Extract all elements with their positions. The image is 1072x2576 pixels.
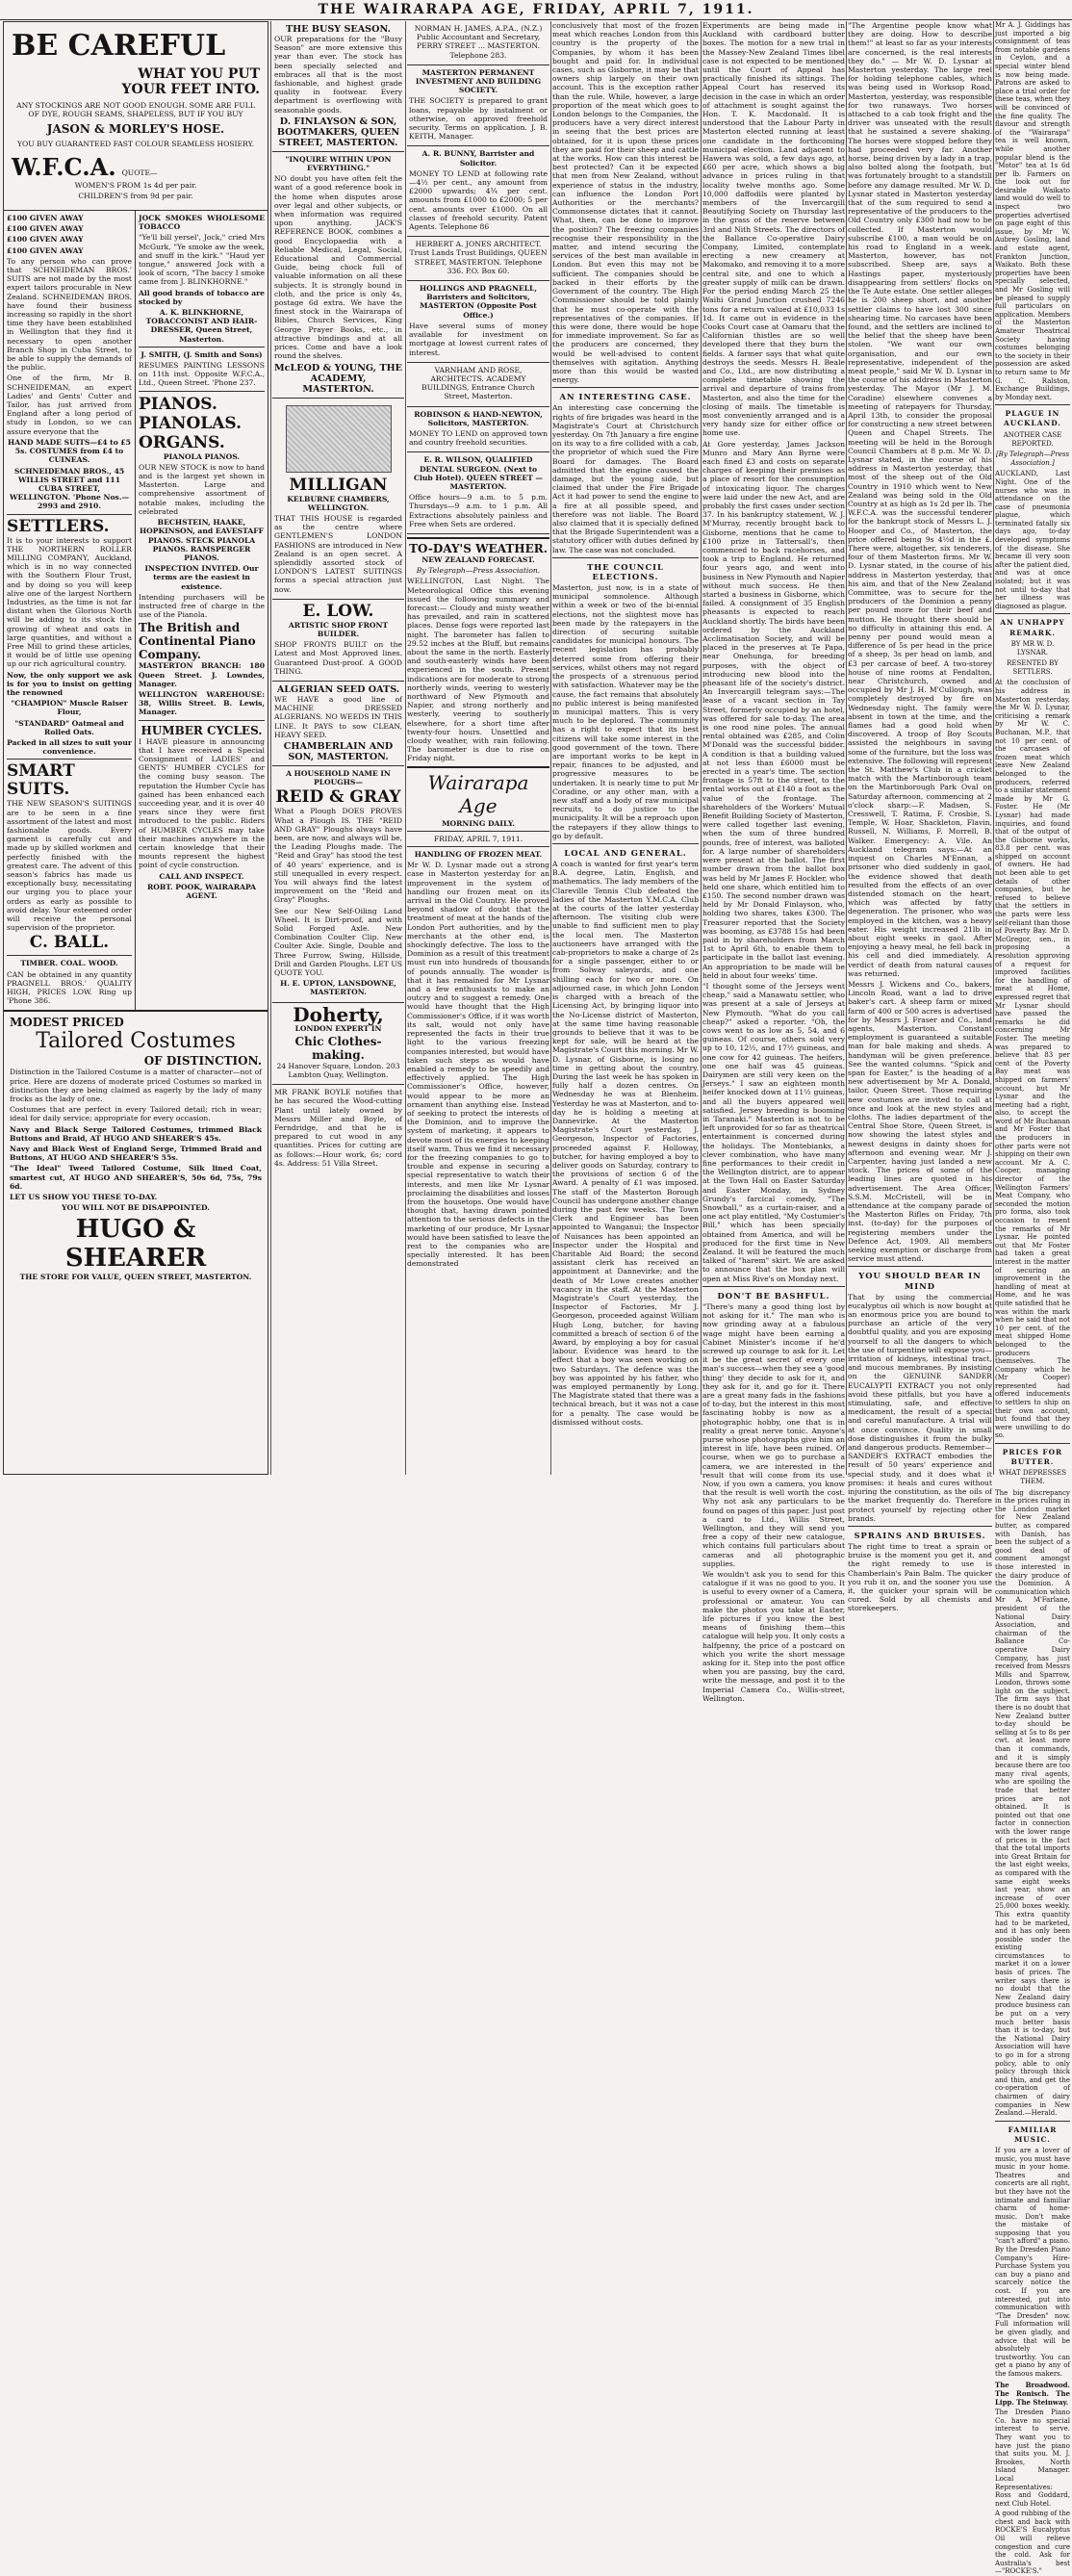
- ad-text: RESUMES PAINTING LESSONS on 11th inst. Opposite W.F.C.A., Ltd., Queen Street. 'Phone 237.: [139, 361, 265, 388]
- column-rule: [550, 21, 551, 1475]
- ad-text: Now, the only support we ask is for you to insist on getting the renowned: [7, 670, 132, 697]
- ad-subhead: PIANOLA PIANOS.: [163, 451, 241, 461]
- ad-text: H. E. UPTON, LANSDOWNE, MASTERTON.: [280, 979, 396, 997]
- ad-text: What a Plough DOES PROVES What a Plough IS. THE "REID AND GRAY" Ploughs always have been, are now, and always will be, the Leading Ploughs made. The "Reid and Gray" has stood the test of 40 years' experience, and is still unequalled in every respect. You will always find the latest improvement on the "Reid and Gray" Ploughs.: [274, 807, 402, 905]
- press-credit: By Telegraph—Press Association.: [416, 566, 541, 576]
- ad-price: CHILDREN'S from 9d per pair.: [78, 191, 193, 200]
- article-headline: AN INTERESTING CASE.: [559, 392, 692, 402]
- ad-headline: E. R. WILSON, QUALIFIED DENTAL SURGEON. (Next to Club Hotel). QUEEN STREET — MASTERTON.: [413, 455, 544, 491]
- ad-text: HERBERT A. JONES ARCHITECT. Trust Lands Trust Buildings, QUEEN STREET, MASTERTON. Telephone 336. P.O. Box 60.: [409, 240, 548, 275]
- ad-brand: E. LOW.: [302, 601, 374, 621]
- ad-text: Packed in all sizes to suit your convenience.: [7, 737, 132, 757]
- ad-headline: THE BUSY SEASON.: [286, 24, 391, 35]
- article-headline: FAMILIAR MUSIC.: [1008, 2125, 1058, 2144]
- ad-text: CAN be obtained in any quantity PRAGNELL BROS.' QUALITY HIGH, PRICES LOW. Ring up 'Phone 386.: [7, 969, 132, 1006]
- article-subhead: RESENTED BY SETTLERS.: [1007, 659, 1059, 677]
- masthead-rule: [0, 19, 1072, 20]
- ad-headline: MODEST PRICED: [10, 1016, 124, 1030]
- ad-text: NO doubt you have often felt the want of a good reference book in the home when disputes arose over legal and other subjects, or when information was required upon anything. JACK'S REFERENCE BOOK, combines a good Encyclopaedia with a Reliable Medical, Legal, Social, Educational and Commercial Guide, being chock full of valuable information on all these subjects. It is strongly bound in cloth, and the price is only 4s, postage 6d extra. We have the finest stock in the Wairarapa of Bibles, Church Services, King George Prayer Books, etc., in attractive bindings and at all prices. Come and have a look round the shelves.: [274, 174, 402, 361]
- ad-text: OUR preparations for the "Busy Season" are more extensive this year than ever. The stock has been specially selected and embraces all that is the most fashionable, and highest grade quality in footwear. Every department is overflowing with seasonable goods.: [274, 35, 402, 115]
- ad-headline: J. SMITH, (J. Smith and Sons): [140, 349, 263, 359]
- ad-text: "The Ideal" Tweed Tailored Costume, Silk lined Coat, smartest cut, AT HUGO AND SHEARER'S, 50s 6d, 75s, 79s 6d.: [10, 1164, 262, 1191]
- ad-text: NORMAN H. JAMES, A.P.A., (N.Z.) Public Accountant and Secretary, PERRY STREET ... MASTERTON. Telephone 283.: [414, 24, 543, 60]
- article-text: WELLINGTON, Last Night. The Meteorological Office this evening issued the following summary and forecast:— Cloudy and misty weather has prevailed, and rain in scattered places. Dense fogs were reported last night. The barometer has fallen to 29.52 inches at the Bluff, but remains about the same in the north. Easterly and south-easterly winds have been experienced in the south. Present indications are for moderate to strong northerly winds, veering to westerly northward of New Plymouth and Napier, and strong northerly and westerly, veering to southerly elsewhere, for a short time after twenty-four hours. Unsettled and cloudy weather, with rain following. The barometer is due to rise on Friday night.: [407, 577, 549, 763]
- ad-text: THE NEW SEASON'S SUITINGS are to be seen in a fine assortment of the latest and most fashionable goods. Every garment is carefully cut and made up by skilled workmen and perfectly finished with the greatest care. The advent of this season's fabrics has made us exceptionally busy, necessitating our urging you to place your orders as early as possible to avoid delay. Your esteemed order will receive the personal supervision of the proprietor.: [7, 799, 132, 933]
- ad-brand: D. FINLAYSON & SON, BOOTMAKERS, QUEEN STREET, MASTERTON.: [276, 116, 400, 148]
- ad-brand: The British and Continental Piano Company.: [139, 621, 256, 662]
- ad-headline: MASTERTON PERMANENT INVESTMENT AND BUILDING SOCIETY.: [415, 67, 542, 95]
- james-card: [407, 21, 549, 65]
- article-text: Mr A. J. Giddings has just imported a big consignment of teas from notable gardens in Ceylon, and a special winter blend is now being made. Patrons are asked to place a trial order for these teas, when they will be convinced of the fine quality. The flavour and strength of the "Wairarapa" tea is well known, while another popular blend is the "Motor" tea at 1s 6d per lb. Farmers on the look out for desirable Waikato land would do well to inspect two properties advertised on page eight of this issue, by Mr W. Aubrey Gosling, land and estate agent, Frankton Junction, Waikato. Both these properties have been specially selected, and Mr Gosling will be pleased to supply full particulars on application. Members of the Masterton Amateur Theatrical Society having costumes belonging to the society in their possession are asked to return same to Mr G. C. Ralston, Exchange Buildings, by Monday next.: [995, 21, 1070, 401]
- ad-text: One of the firm, Mr B. SCHNEIDEMAN, an expert Ladies' and Gents' Cutter and Tailor, has just arrived from England after a long period of study in London, so we can assure everyone that the: [7, 374, 132, 436]
- doherty-ad: [272, 1003, 404, 1086]
- ad-text: MONEY TO LEND at following rate—4½ per cent., any amount from £2000 upwards; 4¾ per cent. amounts from £1000 to £2000; 5 per cent. amounts over £1000. On all classes of freehold security. Patent Agents. Telephone 86: [409, 168, 548, 232]
- reference-book-ad: [272, 152, 404, 399]
- newspaper-date: FRIDAY, APRIL 7, 1911.: [433, 834, 523, 843]
- ad-text: WE HAVE a good line of MACHINE DRESSED ALGERIANS. NO WEEDS IN THIS LINE. It PAYS to sow CLEAN, HEAVY SEED.: [274, 694, 402, 739]
- ad-subhead: LONDON EXPERT IN: [294, 1023, 382, 1033]
- ad-subhead: WHAT YOU PUT: [138, 66, 260, 82]
- ad-text: MASTERTON BRANCH: 180 Queen Street. J. Lowndes, Manager.: [139, 661, 265, 688]
- ad-text: BECHSTEIN, HAAKE, HOPKINSON, and EAVESTAFF PIANOS. STECK PIANOLA PIANOS. RAMSPERGER PIANOS.: [139, 518, 265, 562]
- article-headline: DON'T BE BASHFUL.: [717, 1290, 830, 1301]
- article-subhead: BY MR W. D. LYSNAR.: [1010, 639, 1055, 657]
- ad-headline: BE CAREFUL: [12, 29, 226, 63]
- column-rule: [846, 21, 847, 1475]
- ad-subhead: A HOUSEHOLD NAME IN PLOUGHS—: [286, 768, 391, 787]
- ad-text: HAND MADE SUITS—£4 to £5 5s. COSTUMES from £4 to CUINEAS.: [8, 437, 131, 465]
- ad-text: All good brands of tobacco are stocked by: [139, 288, 265, 306]
- article-headline: YOU SHOULD BEAR IN MIND: [858, 1271, 982, 1291]
- article-subhead: ANOTHER CASE REPORTED.: [1003, 430, 1062, 448]
- ad-headline: HUMBER CYCLES.: [140, 723, 263, 737]
- ad-brand: CHAMBERLAIN AND SON, MASTERTON.: [283, 740, 394, 762]
- hugo-shearer-ad: [4, 1010, 268, 1286]
- article-text: At the conclusion of his address in Masterton yesterday, the Mr W. D. Lysnar, criticising a remark by Mr W. C. Buchanan, M.P., that not 10 per cent. of the carcases of frozen meat which leave New Zealand belonged to the producers, referred to a similar statement made by Mr G. Foster. He (Mr Lysnar) had made inquiries, and found that of the output of the Gisborne works, 83.8 per cent. was shipped on account of owners. He had not been able to get details of other companies, but he refused to believe that the settlers in the parts were less self-reliant than those of Poverty Bay. Mr D. McGregor, sen., in proposing a resolution approving of a request for improved facilities for the handling of meat at Home, expressed regret that Mr Lysnar should have passed the remarks he did concerning Mr Foster. The meeting was prepared to believe that 83 per cent of the Poverty Bay meat was shipped on farmers' account, but Mr Lysnar and the meeting had a right, also, to accept the word of Mr Buchanan and Mr Foster that the producers in other parts were not shipping on their own account. Mr A. C. Cooper, managing director of the Wellington Farmers' Meat Company, who seconded the motion pro forma, also took occasion to resent the remarks of Mr Lysnar. He pointed out that Mr Foster had taken a great interest in the matter of securing an improvement in the handling of meat at Home, and he was quite satisfied that he was within the mark when he said that not 10 per cent. of the meat shipped Home belonged to the producers themselves. The Company which he (Mr Cooper) represented had offered inducements to settlers to ship on their own account, but found that they were unwilling to do so.: [995, 679, 1070, 1440]
- ad-subhead: KELBURNE CHAMBERS, WELLINGTON.: [287, 494, 390, 512]
- ad-text: Costumes that are perfect in every Tailored detail; rich in wear; ideal for daily service; appropriate for every occasion.: [10, 1105, 262, 1123]
- ad-headline: SETTLERS.: [7, 516, 110, 536]
- milligan-ad: [272, 399, 404, 600]
- article-text: The right time to treat a sprain or bruise is the moment you get it, and the right remedy to use is Chamberlain's Pain Balm. The quicker you rub it on, and the sooner you use it, the quicker your sprain will be cured. Sold by all chemists and storekeepers.: [848, 1542, 992, 1613]
- tobacco-piano-ads: [136, 211, 268, 1010]
- article-text: The Dresden Piano Co. have no special interest to serve. They want you to have just the piano that suits you. M. J. Brookes, North Island Manager. Local Representatives: Ross and Goddard, next Club Hotel.: [995, 2409, 1070, 2508]
- article-text: If you are a lover of music, you must have music in your home. Theatres and concerts are all right, but they have not the intimate and familiar charm of home-music. Don't make the mistake of supposing that you "can't afford" a piano. By the Dresden Piano Company's Hire-Purchase System you can buy a piano and scarcely notice the cost. If you are interested, put into communication with "The Dresden" now. Full information will be given gladly, and advice that will be absolutely trustworthy. You can get a piano by any of the famous makers.: [995, 2146, 1070, 2378]
- ad-text: "CHAMPION" Muscle Raiser Flour,: [11, 699, 128, 717]
- boyle-notice: [272, 1085, 404, 1172]
- ad-price: WOMEN'S FROM 1s 4d per pair.: [74, 180, 197, 190]
- article-text: Masterton, just now, is in a state of municipal somnolence. Although within a week or two of the bi-ennial elections, not the slightest move has been made by the ratepayers in the direction of securing suitable candidates for municipal honours. The recent legislation has probably deterred some from offering their services, whilst others may not regard the prospects of a strenuous period with satisfaction. Whatever may be the cause, the fact remains that absolutely no public interest is being manifested in municipal matters. This is very much to be deplored. The community has a right to expect that its best citizens will take some interest in the good government of the town. There are important works to be kept in repair, finances to be adjusted, and progressive measures to be undertaken. It is nearly time to put Mr Coradine, or any other man, with a new staff and a body of raw municipal recruits, to do justice to the municipality. It will be a reproach upon the ratepayers if they allow things to go by default.: [552, 583, 699, 840]
- building-society-ad: [407, 65, 549, 147]
- article-text: The Broadwood. The Ronisch. The Lipp. The Steinway.: [995, 2380, 1070, 2407]
- ad-brand: McLEOD & YOUNG, THE ACADEMY, MASTERTON.: [274, 362, 402, 395]
- article-headline: PLAGUE IN AUCKLAND.: [1004, 409, 1061, 428]
- ad-headline: JOCK SMOKES WHOLESOME TOBACCO: [139, 214, 265, 232]
- article-text: The big discrepancy in the prices ruling in the London market for New Zealand butter, as compared with Danish, has been the subject of a good deal of comment amongst those interested in the dairy produce of the Dominion. A communication which Mr A. M'Farlane, president of the National Dairy Association, and chairman of the Ballance Co-operative Dairy Company, has just received from Messrs Mills and Sparrow, London, throws some light on the subject. The firm says that there is no doubt that New Zealand butter to-day should be selling at 5s to 8s per cwt. at least more than it commands, and it is simply because there are too many rival agents, who are spoiling the trade that better prices are not obtained. It is pointed out that one factor in connection with the lower range of prices is the fact that the total imports into Great Britain for the last eight weeks, as compared with the same eight weeks last year, show an increase of over 25,000 boxes weekly. This extra quantity had to be marketed, and it has only been possible under the existing circumstances to market it on a lower basis of prices. The writer says there is no doubt that the New Zealand dairy produce business can be put on a very much better basis than it is to-day, but the National Dairy Association will have to go in for a strong policy, able to only policy through thick and thin, and get the co-operation of chairmen of dairy companies in New Zealand.—Herald.: [995, 1488, 1070, 2118]
- wilson-card: [407, 452, 549, 534]
- column-rule: [270, 21, 271, 1475]
- news-column-7: [995, 21, 1070, 2576]
- building-illustration: [286, 405, 392, 473]
- seed-oats-ad: [272, 682, 404, 766]
- given-away-line: £100 GIVEN AWAY: [7, 245, 84, 255]
- ad-text: Navy and Black West of England Serge, Trimmed Braid and Buttons, AT HUGO AND SHEARER'S 55s.: [10, 1145, 262, 1163]
- ad-text: QUOTE—: [121, 167, 158, 177]
- ad-brand: JASON & MORLEY'S HOSE.: [46, 122, 225, 137]
- article-headline: HANDLING OF FROZEN MEAT.: [414, 850, 543, 860]
- ad-text: THE SOCIETY is prepared to grant loans, repayable by instalment or otherwise, on approved freehold security. Terms on application. J. B. KEITH, Manager.: [409, 96, 548, 142]
- ad-text: Navy and Black Serge Tailored Costumes, trimmed Black Buttons and Braid, AT HUGO AND SHEARER'S 45s.: [10, 1124, 262, 1143]
- article-headline: LOCAL AND GENERAL.: [564, 847, 687, 858]
- advertisement-column-2: [272, 21, 404, 1475]
- ad-text: Have several sums of money available for investment on mortgage at lowest current rates of interest.: [409, 321, 548, 357]
- ad-text: A. K. BLINKHORNE, TOBACCONIST AND HAIR-DRESSER, Queen Street, Masterton.: [145, 308, 258, 344]
- news-column-6: [848, 21, 992, 1613]
- column-rule: [701, 21, 702, 1475]
- ad-headline: ROBINSON & HAND-NEWTON, Solicitors, MASTERTON.: [414, 409, 543, 427]
- article-text: At Gore yesterday, James Jackson Munro and Mary Ann Byrne were each fined £3 and costs on separate charges of keeping their premises as a place of resort for the consumption of intoxicating liquor. The charges were laid under the new Act, and are probably the first cases under section 37. In his bankruptcy statement, W. J. M'Murray, recently brought back to Gisborne, mentions that he came to £100 prize in Tattersall's, then commenced to back racehorses, and took a trip to England. He returned four years ago, and went into business in New Plymouth and Napier without much success. He then started a business in Gisborne, which failed. A consignment of 35 English pheasants is expected to reach Auckland shortly. The birds have been ordered by the Auckland Acclimatisation Society, and will be placed in the preserves at Te Papa, near Onehunga, for breeding purposes, with the object of introducing new blood into the pheasant life of the society's district. An Invercargill telegram says:—The lease of a vacant section in Tay Street, formerly occupied by an hotel, was offered for sale to-day. The area is one rood nine poles. The annual rental obtained was £285, and Colin M'Donald was the successful bidder. A condition is that a building valued at not less than £6000 must be erected in a year's time. The section frontage is 57ft to the street, to the rental works out at £140 a foot as the value of the frontage. The shareholders of the Workers' Mutual Benefit Building Society of Masterton, were called together last evening, when the sum of three hundred pounds, free of interest, was balloted for. A large number of shareholders were present at the ballot. The first number drawn from the ballot box was held by Mr James F. Hockler, who held one share, which entitled him to £150. The second number drawn was held by Mr Donald Finlayson, who, holding two shares, takes £300. The Treasurer reported that the Society was booming, as £3788 15s had been paid in by shareholders from March 1st to April 6th, to enable them to participate in the ballot last evening. An appropriation to be made will be held in about four weeks' time.: [702, 439, 845, 980]
- article-text: AUCKLAND, Last Night. One of the nurses who was in attendance on the case of pneumonia plague, which terminated fatally six days ago, to-day developed symptoms of the disease. She became ill very soon after the patient died, and was at once isolated; but it was not until to-day that her illness was diagnosed as plague.: [995, 470, 1070, 610]
- newspaper-subtitle: MORNING DAILY.: [442, 818, 515, 828]
- ad-text: See our New Self-Oiling Land Wheel. It is Dirt-proof, and with Solid Forged Axle. New Combination Coulter Clip. New Coulter Axle. Single, Double and Three Furrow, Swing, Hillside, Drill and Garden Ploughs. LET US QUOTE YOU.: [274, 906, 402, 978]
- ad-headline: TIMBER. COAL. WOOD.: [20, 959, 118, 968]
- ad-text: VARNHAM AND ROSE, ARCHITECTS. ACADEMY BUILDINGS, Entrance Church Street, Masterton.: [421, 365, 535, 401]
- ad-headline: "INQUIRE WITHIN UPON EVERYTHING.": [285, 154, 392, 173]
- ad-text: To any person who can prove that SCHNEIDEMAN BROS.' SUITS are not made by the most expert tailors procurable in New Zealand. SCHNEIDEMAN BROS. have found their business increasing so rapidly in the short time they have been established in Wellington that they find it necessary to open another Branch Shop in Cuba Street, to be able to supply the demands of the public.: [7, 256, 132, 373]
- article-text: "The Argentine people know what they are doing. How to describe them!" at least so far as your interests are concerned, is the real interests they do." — Mr W. D. Lysnar at Masterton yesterday. The large reel for holding telephone cables, which was being used in Worksop Road, Masterton, yesterday, was responsible for two runaways. Two horses attached to a cab took fright and the driver was unseated with the result that he sustained a severe shaking. The horses were stopped before they had proceeded very far. Another horse, being driven by a lady in a trap, also bolted along the footpath, but was fortunately brought to a standstill before any damage resulted. Mr W. D. Lysnar stated in Masterton yesterday that of the sum required to send a representative of the producers to the Old Country only £300 had now to be collected. If Masterton would subscribe £100, a man would be on his road to England in a week. Masterton, however, has not subscribed. Sheep are, says a Hastings paper, mysteriously disappearing from settlers' flocks on the Te Aute estate. One settler alleges he is 200 sheep short, and another settler claims to have lost 300 since shearing time. No carcases have been found, and the settlers are inclined to the belief that the sheep have been stolen. "We want our own organisation, and our own representative, independent of the meat people," said Mr W. D. Lysnar in the course of his address in Masterton yesterday. The Mayor (Mr J. M. Coradine) elsewhere convenes a meeting of ratepayers for Thursday, April 13th, to consider the proposal for constructing a new street between Queen and Chapel Streets. The meeting will be held in the Borough Council Chambers at 8 p.m. Mr W. D. Lysnar stated, in the course of his address in Masterton yesterday, that most of the sheep out of the Old Country in 1910 which went to New Zealand was being sold in the Old Country at as high as 1s 2d per lb. The W.F.C.A. was the successful tenderer for the bankrupt stock of Messrs L. J. Hooper and Co., of Masterton, the price offered being 9s 4½d in the £. There were, altogether, six tenderers, four of them Masterton firms. Mr W. D. Lysnar stated, in the course of his address in Masterton yesterday, that his aim, and that of the New Zealand Committee, was to secure for the producers of the Dominion a penny per pound more for their beef and mutton. He thought there should be no difficulty in attaining this end. A penny per pound would mean a difference of 5s per head in the price of a sheep, 3s per head on lamb, and £3 per carcase of beef. A two-storey house of nine rooms at Fendalton, near Christchurch, owned and occupied by Mr J. H. M'Cullough, was completely destroyed by fire on Wednesday night. The family were absent in town at the time, and the flames had a good hold when discovered. A troop of Boy Scouts assisted the neighbours in saving some of the furniture, but the loss was extensive. The following will represent the St. Matthew's Club in a cricket match with the Martinborough team on the Martinborough Park Oval on Saturday afternoon, commencing at 2 o'clock sharp:—F. Madsen, S. Cresswell, T. Ratima, F. Crosbie, S. Temple, W. Hoar, Shackleton, Flavin, Russell, N. Williams, F. Morrell, B. Walker. Emergency: A. Vile. An Auckland telegram says:—At an inquest on Charles M'Ennan, a prisoner who died suddenly in gaol, the evidence showed that death resulted from the effects of an over distended stomach on the heart, which was affected by fatty degeneration. The prisoner, who was employed in the kitchen, was a heavy eater. His weight increased 21lb in about eight weeks in gaol. After enjoying a heavy meal, he fell back in his cell and died immediately. A verdict of death from natural causes was returned.: [848, 21, 992, 978]
- column-rule: [405, 21, 406, 1475]
- ad-text: Distinction in the Tailored Costume is a matter of character—not of price. Here are dozens of moderate priced Costumes so marked in distinction they are being claimed as eagerly by the lady of many frocks as the lady of one.: [10, 1068, 262, 1104]
- ad-text: THAT THIS HOUSE is regarded as the centre where GENTLEMEN'S LONDON FASHIONS are introduced in New Zealand is an open secret. A splendidly assorted stock of LONDON'S LATEST SUITINGS forms a special attraction just now.: [274, 513, 402, 594]
- advertisement-column-1: [3, 21, 268, 1475]
- ad-text: CALL AND INSPECT.: [159, 871, 244, 881]
- ad-text: 24 Hanover Square, London. 203 Lambton Quay, Wellington.: [276, 1061, 400, 1080]
- ad-text: YOU BUY GUARANTEED FAST COLOUR SEAMLESS HOSIERY.: [16, 140, 255, 149]
- ad-text: SCHNEIDEMAN BROS., 45 WILLIS STREET and 111 CUBA STREET, WELLINGTON. 'Phone Nos.—2993 and 2910.: [9, 466, 130, 511]
- article-headline: THE COUNCIL ELECTIONS.: [587, 561, 664, 581]
- news-column-3: [407, 21, 549, 1475]
- ad-text: "Ye'll bill yersel', Jock," cried Mrs McGurk, "Ye smoke aw the week, and snuff in the kirk." "Haud yer tongue," answered Jock with a look of scorn, "The baccy I smoke came from J. BLINKHORNE.": [139, 233, 265, 287]
- ad-text: MR FRANK BOYLE notifies that he has secured the Wood-cutting Plant until lately owned by Messrs Miller and Boyle, of Ferndridge, and that he is prepared to cut wood in any quantities. Prices for cutting are as follows:—Hour work, 6s; cord 4s. Address: 51 Villa Street.: [274, 1088, 402, 1168]
- ad-text: YOU WILL NOT BE DISAPPOINTED.: [62, 1203, 210, 1213]
- article-subhead: WHAT DEPRESSES THEM.: [998, 1469, 1067, 1486]
- article-headline: AN UNHAPPY REMARK.: [1000, 618, 1065, 637]
- news-column-4: [552, 21, 699, 1475]
- schneideman-ad: [4, 211, 136, 1010]
- ad-headline: Chic Clothes-making.: [294, 1034, 382, 1062]
- ad-brand: HUGO & SHEARER: [64, 1214, 207, 1273]
- ad-headline: ALGERIAN SEED OATS.: [276, 683, 400, 695]
- article-headline: SPRAINS AND BRUISES.: [854, 1530, 986, 1540]
- article-text: Experiments are being made in Auckland with cardboard butter boxes. The motion for a new trial in the Massey-New Zealand Times libel case is not expected to be mentioned until the Court of Appeal has practically finished its sittings. The Appeal Court has reserved its decision in the case in which an order of attachment is sought against the Hon. T. K. Macdonald. It is understood that the Labour Party in Masterton elected running at least one candidate in the forthcoming municipal election. Land adjacent to Hawera was sold, a few days ago, at £60 per acre, which shows a big advance in prices ruling in that locality twelve months ago. Some 10,000 daffodils were planted by members of the Invercargill Beautifying Society on Thursday last in the grass of the reserve between 3rd and Nith Streets. The directors of the Ballance Co-operative Dairy Company, Limited, contemplate erecting a new creamery at Makomako, and removing it to a more central site, and one to which a greater supply of milk can be drawn. For the period ending March 25 the Waihi Grand Junction crushed 7246 tons for a return valued at £10,033 1s 1d. It came out in evidence in the Cooks Court case at Oamaru that the Californian thistles are so well developed there that they burn the fields. A farmer says that what quite destroys the seeds. Messrs H. Beale and Co., Ltd., are now distributing a complete timetable showing the arrival and departure of trains from Masterton, and also the time for the closing of mails. The timetable is most conveniently arranged and is a very handy size for either office or home use.: [702, 21, 845, 438]
- ad-subhead: ARTISTIC SHOP FRONT BUILDER.: [288, 620, 389, 638]
- plough-ad: [272, 766, 404, 1003]
- ad-text: Intending purchasers will be instructed free of charge in the use of the Pianola.: [139, 592, 265, 620]
- given-away-line: £100 GIVEN AWAY: [7, 235, 84, 245]
- newspaper-masthead: THE WAIRARAPA AGE, FRIDAY, APRIL 7, 1911.: [318, 2, 754, 17]
- article-text: "I thought some of the Jerseys went cheap," said a Manawatu settler, who was present at a sale of Jerseys at New Plymouth. "What do you call cheap?" asked a reporter. "Oh, the cows went to as low as 5, 54, and 6 guineas. Of course, others sold very up to 10, 12½, and 17½ guineas, and one cow for 42 guineas. The heifers, one one half was 45 guineas. Dairymen are still very keen on the Jerseys." I saw an eighteen month heifer knocked down at 11½ guineas, and all the buyers appeared well satisfied. Jersey breeding is booming in Taranaki." Masterton is not to be left unprovided for so far as theatrical entertainment is concerned during the holidays. The Montebianks, a clever combination, who have many fine performances to their credit in the Wellington district, are to appear at the Town Hall on Easter Saturday and Easter Monday, in Sydney Grundy's farcical comedy, "The Snowball," as a curtain-raiser, and a one act play entitled, "My Costumier's Bill," which has been specially obtained from America, and will be produced for the first time in New Zealand. It will be featured the much talked of "harem" skirt. We are asked to announce that the box plan will open at Miss Rive's on Monday next.: [702, 981, 845, 1283]
- ad-text: "STANDARD" Oatmeal and Rolled Oats.: [14, 718, 124, 736]
- ad-text: INSPECTION INVITED. Our terms are the easiest in existence.: [144, 564, 259, 591]
- ad-text: It is to your interests to support THE NORTHERN ROLLER MILLING COMPANY, Auckland, which is in no way connected with the Southern Flour Trust, and by doing so you will keep alive one of the largest Northern Industries, as the time is not far distant when the Glorious North will be adding to its stock the growing of wheat and oats in large quantities, and without a Free Mill to grind these articles, it would be of little use opening up our rich agricultural country.: [7, 535, 132, 669]
- bunny-card: [407, 146, 549, 237]
- ad-text: Office hours—9 a.m. to 5 p.m. Thursdays—9 a.m. to 1 p.m. All Extractions absolutely painless and Free when Sets are ordered.: [409, 493, 548, 528]
- ad-text: LET US SHOW YOU THESE TO-DAY.: [10, 1193, 158, 1202]
- ad-text: SHOP FRONTS BUILT on the Latest and Most Approved lines. Guaranteed Dust-proof. A GOOD THING.: [274, 640, 402, 676]
- article-text: An interesting case concerning the rights of fire brigades was heard in the Magistrate's Court at Christchurch yesterday. On 7th January a fire engine on its way to a fire collided with a cab, the proprietor of which sued the Fire Board for damages. The Board admitted that the engine caused the damage, but the young side, but claimed that under the Fire Brigade Act it had power to send the engine to a fire at all possible speed, and therefore was not liable. The Board also claimed that it is specially defined that the Brigade Superintendent was a statutory officer with duties defined by law. The case was not concluded.: [552, 403, 699, 554]
- article-text: "There's many a good thing lost by not asking for it." The man who is now grinding away at a fabulous wage might have been earning a Cabinet Minister's income if he'd screwed up courage to ask for it. Let it be the great secret of every one man's success—when they see a 'good thing' they decide to ask for it, and they ask for it, and go for it. There are a great many fads in the fashions of to-day, but the interest in this most fascinating hobby is now as a photographic hobby, one that is in reality a great nerve tonic. Anyone's purse whose photographs give him an interest in life, have been ruined. Of course, when we go to purchase a camera, we are interested in the result that will come from its use. Now, if you own a camera, you know that the result is well worth the cost. Why not ask any particulars to be found on pages of this paper. Just post a card to Ltd., Willis Street, Wellington, and they will send you free a copy of their new catalogue, which contains full particulars about cameras and all photographic supplies.: [702, 1301, 845, 1568]
- ad-brand: ROBT. POOK, WAIRARAPA AGENT.: [146, 882, 257, 900]
- article-text: A coach is wanted for first year's term B.A. degree, Latin, English, and mathematics. The lady members of the Clareville Tennis Club defeated the ladies of the Masterton Y.M.C.A. Club at the courts of the latter yesterday afternoon. The visiting club were unable to find sufficient men to play the local men. The Masterton auctioneers have arranged with the cab-proprietors to make a charge of 2s for a single passenger, either to or from Solway saleyards, and one shilling each for two or more. On adjourned case, in which John London is charged with a breach of the Licensing Act, by bringing liquor into the No-License district of Masterton, at the same time having reasonable grounds to believe that it was to be kept for sale, will be heard at the Magistrate's Court this morning. Mr W. D. Lysnar, of Gisborne, is losing no time in getting about the country. During the last week he has spoken in fully half a dozen centres. On Wednesday he was at Blenheim. Yesterday he was at Masterton, and to-day he is holding a meeting at Dannevirke. At the Masterton Magistrate's Court yesterday, J. Georgeson, Inspector of Factories, proceeded against F. Holloway, butcher, for having employed a boy to deliver goods on Saturday, contrary to the provisions of section 6 of the Award. A penalty of £1 was imposed. The staff of the Masterton Borough Council has undergone another change during the past few weeks. The Town Clerk and Engineer has been appointed to Wanganui; the Inspector of Nuisances has been appointed an Inspector under the Hospital and Charitable Aid Board; the second assistant clerk has received an appointment at Dannevirke; and the death of Mr Lowe creates another vacancy in the staff. At the Masterton Magistrate's Court yesterday, the Inspector of Factories, Mr J. Georgeson, proceeded against William Hugh Long, butcher, for having committed a breach of section 6 of the Award, by employing a boy for casual labour. Evidence was heard to the effect that a boy was seen working on two Saturdays. The defence was the boy was appointed by his father, who was employed permanently by Long. The Magistrate stated that there was a technical breach, but it was not a case for a penalty. The case would be dismissed without costs.: [552, 860, 699, 1427]
- varnham-card: [407, 363, 549, 407]
- ad-text: OUR NEW STOCK is now to hand and is the largest yet shown in Masterton. Large and comprehensive assortment of notable makes, including the celebrated: [139, 462, 265, 516]
- article-text: conclusively that most of the frozen meat which reaches London from this country is the property of the Companies, by whom it has been bought and paid for. In individual cases, such as Gisborne, it may be that owners ship largely on their own account. This is the exception rather than the rule. While, however, a large proportion of the meat which goes to London belongs to the Companies, the producers have a very direct interest in seeing that the best prices are obtained, for it is upon these prices they are paid for their sheep and cattle at the works. How can this interest be best protected? Can it be expected that men from New Zealand, without experience of status in the industry, can influence the London Port Authorities or the merchants? Commonsense dictates that it cannot. What, then, can be done to improve the position? The freezing companies recognise their responsibility in the matter, and intend securing the services of the best man available in London. But even this may not be sufficient. The companies should be backed in their efforts by the Government of the country. The High Commissioner should be told plainly that he must co-operate with the representatives of the companies. If this were done, there would be hope for immediate improvement. So far as the producers are concerned, they would be well-advised to content themselves with agitation. Anything more than this would be wasted energy.: [552, 21, 699, 385]
- finlayson-ad: [272, 21, 404, 152]
- news-column-5: [702, 21, 845, 1703]
- ad-text: THE STORE FOR VALUE, QUEEN STREET, MASTERTON.: [19, 1272, 252, 1281]
- hollings-card: [407, 281, 549, 363]
- ad-headline: Tailored Costumes: [36, 1029, 236, 1054]
- ad-headline: HOLLINGS AND PRAGNELL, Barristers and Solicitors, MASTERTON (Opposite Post Office.): [419, 284, 538, 320]
- ad-brand: REID & GRAY: [275, 787, 401, 808]
- article-headline: TO-DAY'S WEATHER.: [409, 541, 548, 555]
- article-text: Messrs J. Wickens and Co., bakers, Lincoln Road, want a lad to drive baker's cart. A sheep farm or mixed farm of 400 or 500 acres is advertised for by Messrs J. Fraser and Co., land agents, Masterton. Constant employment is guaranteed a suitable man for bale making and sheds. A handyman will be given preference. See the wanted columns. "Spick and span for Easter," is the heading of a new advertisement by Mr A. Donald, tailor, Queen Street. Those requiring new costumes are invited to call at once and look at the new styles and cloths. The ladies department of the Central Shoe Store, Queen Street, is now showing the latest styles and newest designs in dainty shoes for afternoon and evening wear. Mr J. Carpenter, having just landed a new stock. The prices of some of the leading lines are quoted in his advertisement. The Area Officer, S.S.M. McCristell, will be in attendance at the company parade of the Masterton Rifles on Friday, 7th inst. (to-day) for the purposes of registering members under the Defence Act, 1909. All members seeking exemption or discharge from service must attend.: [848, 979, 992, 1264]
- low-ad: [272, 600, 404, 682]
- article-text: That by using the commercial eucalyptus oil which is now bought at an enormous price you are bound to purchase an article of the very doubtful quality, and you are exposing yourself to all the dangers to which the use of turpentine will expose you—irritation of kidneys, intestinal tract, and mucous membranes. By insisting on the GENUINE SANDER EUCALYPTI EXTRACT you not only avoid these pitfalls, but you have a stimulating, safe, and effective medicament, the result of a special and careful manufacture. A trial will at once convince. Quality in small dose distinguishes it from the bulky and dangerous products. Remember—SANDER'S EXTRACT embodies the result of 50 years' experience and special study, and it does what it promises: it heals and cures without injuring the constitution, as the oils of the market frequently do. Therefore protect yourself by rejecting other brands.: [848, 1292, 992, 1523]
- given-away-line: £100 GIVEN AWAY: [7, 214, 84, 223]
- ad-text: ANY STOCKINGS ARE NOT GOOD ENOUGH. SOME ARE FULL OF DYE, ROUGH SEAMS, SHAPELESS, BUT IF YOU BUY: [16, 101, 255, 119]
- ad-subhead: YOUR FEET INTO.: [121, 82, 260, 97]
- newspaper-title: Wairarapa Age: [427, 770, 529, 817]
- article-text: A good rubbing of the chest and back with ROCKE'S Eucalyptus Oil will relieve congestion and cure the cold. Ask for Australia's best—"ROCKE'S.": [995, 2510, 1070, 2576]
- press-credit: [By Telegraph—Press Association.]: [995, 450, 1070, 468]
- ad-brand: Doherty,: [293, 1002, 384, 1026]
- wfca-hosiery-ad: [4, 22, 268, 211]
- ad-headline: SMART SUITS.: [7, 761, 75, 800]
- ad-brand: C. BALL.: [29, 933, 110, 953]
- ad-brand: MILLIGAN: [289, 475, 388, 495]
- ad-text: I HAVE pleasure in announcing that I have received a Special Consignment of LADIES' and GENTS' HUMBER CYCLES for the coming busy season. The reputation the Humber Cycle has gained has been enhanced each succeeding year, and it is over 40 years since they were first introduced to the public. Riders of HUMBER CYCLES may take their machines anywhere in the certain knowledge that their mounts represent the highest point of cycle construction.: [139, 736, 265, 870]
- article-text: Mr W. D. Lysnar made out a strong case in Masterton yesterday for an improvement in the system of handling our frozen meat on its arrival in the Old Country. He proved beyond shadow of doubt that the treatment of meat at the hands of the London Port authorities, and by the merchants at the other end, is shockingly defective. The loss to the Dominion as a result of this treatment must run into hundreds of thousands of pounds annually. The wonder is that it has remained for Mr Lysnar and a few enthusiasts to make an outcry and to suggest a remedy. One would have thought that the High Commissioner's Office, if it was worth its salt, would not only have represented the facts in their true light to the various freezing companies interested, but would have taken such steps as would have enabled a remedy to be speedily and effectively applied. The High Commissioner's Office, however, would appear to be more an ornament than anything else. Instead of seeking to protect the interests of the Dominion, and to improve the system of marketing, it appears to devote most of its energies to keeping itself warm. Thus we find it necessary for the freezing companies to go to trouble and expense in securing a special representative to watch their interests, and men like Mr Lysnar proclaiming the disabilities and losses from the housetops. One would have thought that, having drawn pointed attention to the serious defects in the marketing of our produce, Mr Lysnar would have been satisfied to leave the rest to the companies who are specially interested. It has been demonstrated: [407, 861, 549, 1269]
- ad-brand: W.F.C.A.: [12, 152, 116, 181]
- ad-subhead: OF DISTINCTION.: [143, 1054, 262, 1069]
- ad-text: WELLINGTON WAREHOUSE: 38, Willis Street. B. Lewis, Manager.: [139, 689, 265, 717]
- article-subhead: NEW ZEALAND FORECAST.: [421, 554, 535, 564]
- article-headline: PRICES FOR BUTTER.: [1002, 1448, 1063, 1467]
- robinson-card: [407, 407, 549, 453]
- given-away-line: £100 GIVEN AWAY: [7, 224, 84, 234]
- ad-text: MONEY TO LEND on approved town and country freehold securities.: [409, 428, 548, 448]
- jones-card: [407, 237, 549, 281]
- ad-headline: A. R. BUNNY, Barrister and Solicitor.: [421, 149, 535, 167]
- ad-headline: PIANOS. PIANOLAS. ORGANS.: [139, 394, 242, 452]
- column-rule: [993, 21, 994, 1475]
- article-text: We wouldn't ask you to send for this catalogue if it was no good to you. It is useful to every owner of a Camera, professional or amateur. You can make the photos you take at Easter, life pictures if you know the best means of finishing them—this catalogue will help you. It only costs a halfpenny, the price of a postcard on which you write the short message asking for it. Step into the post office when you are passing, buy the card, write the message, and post it to the Imperial Camera Co., Willis-street, Wellington.: [702, 1570, 845, 1703]
